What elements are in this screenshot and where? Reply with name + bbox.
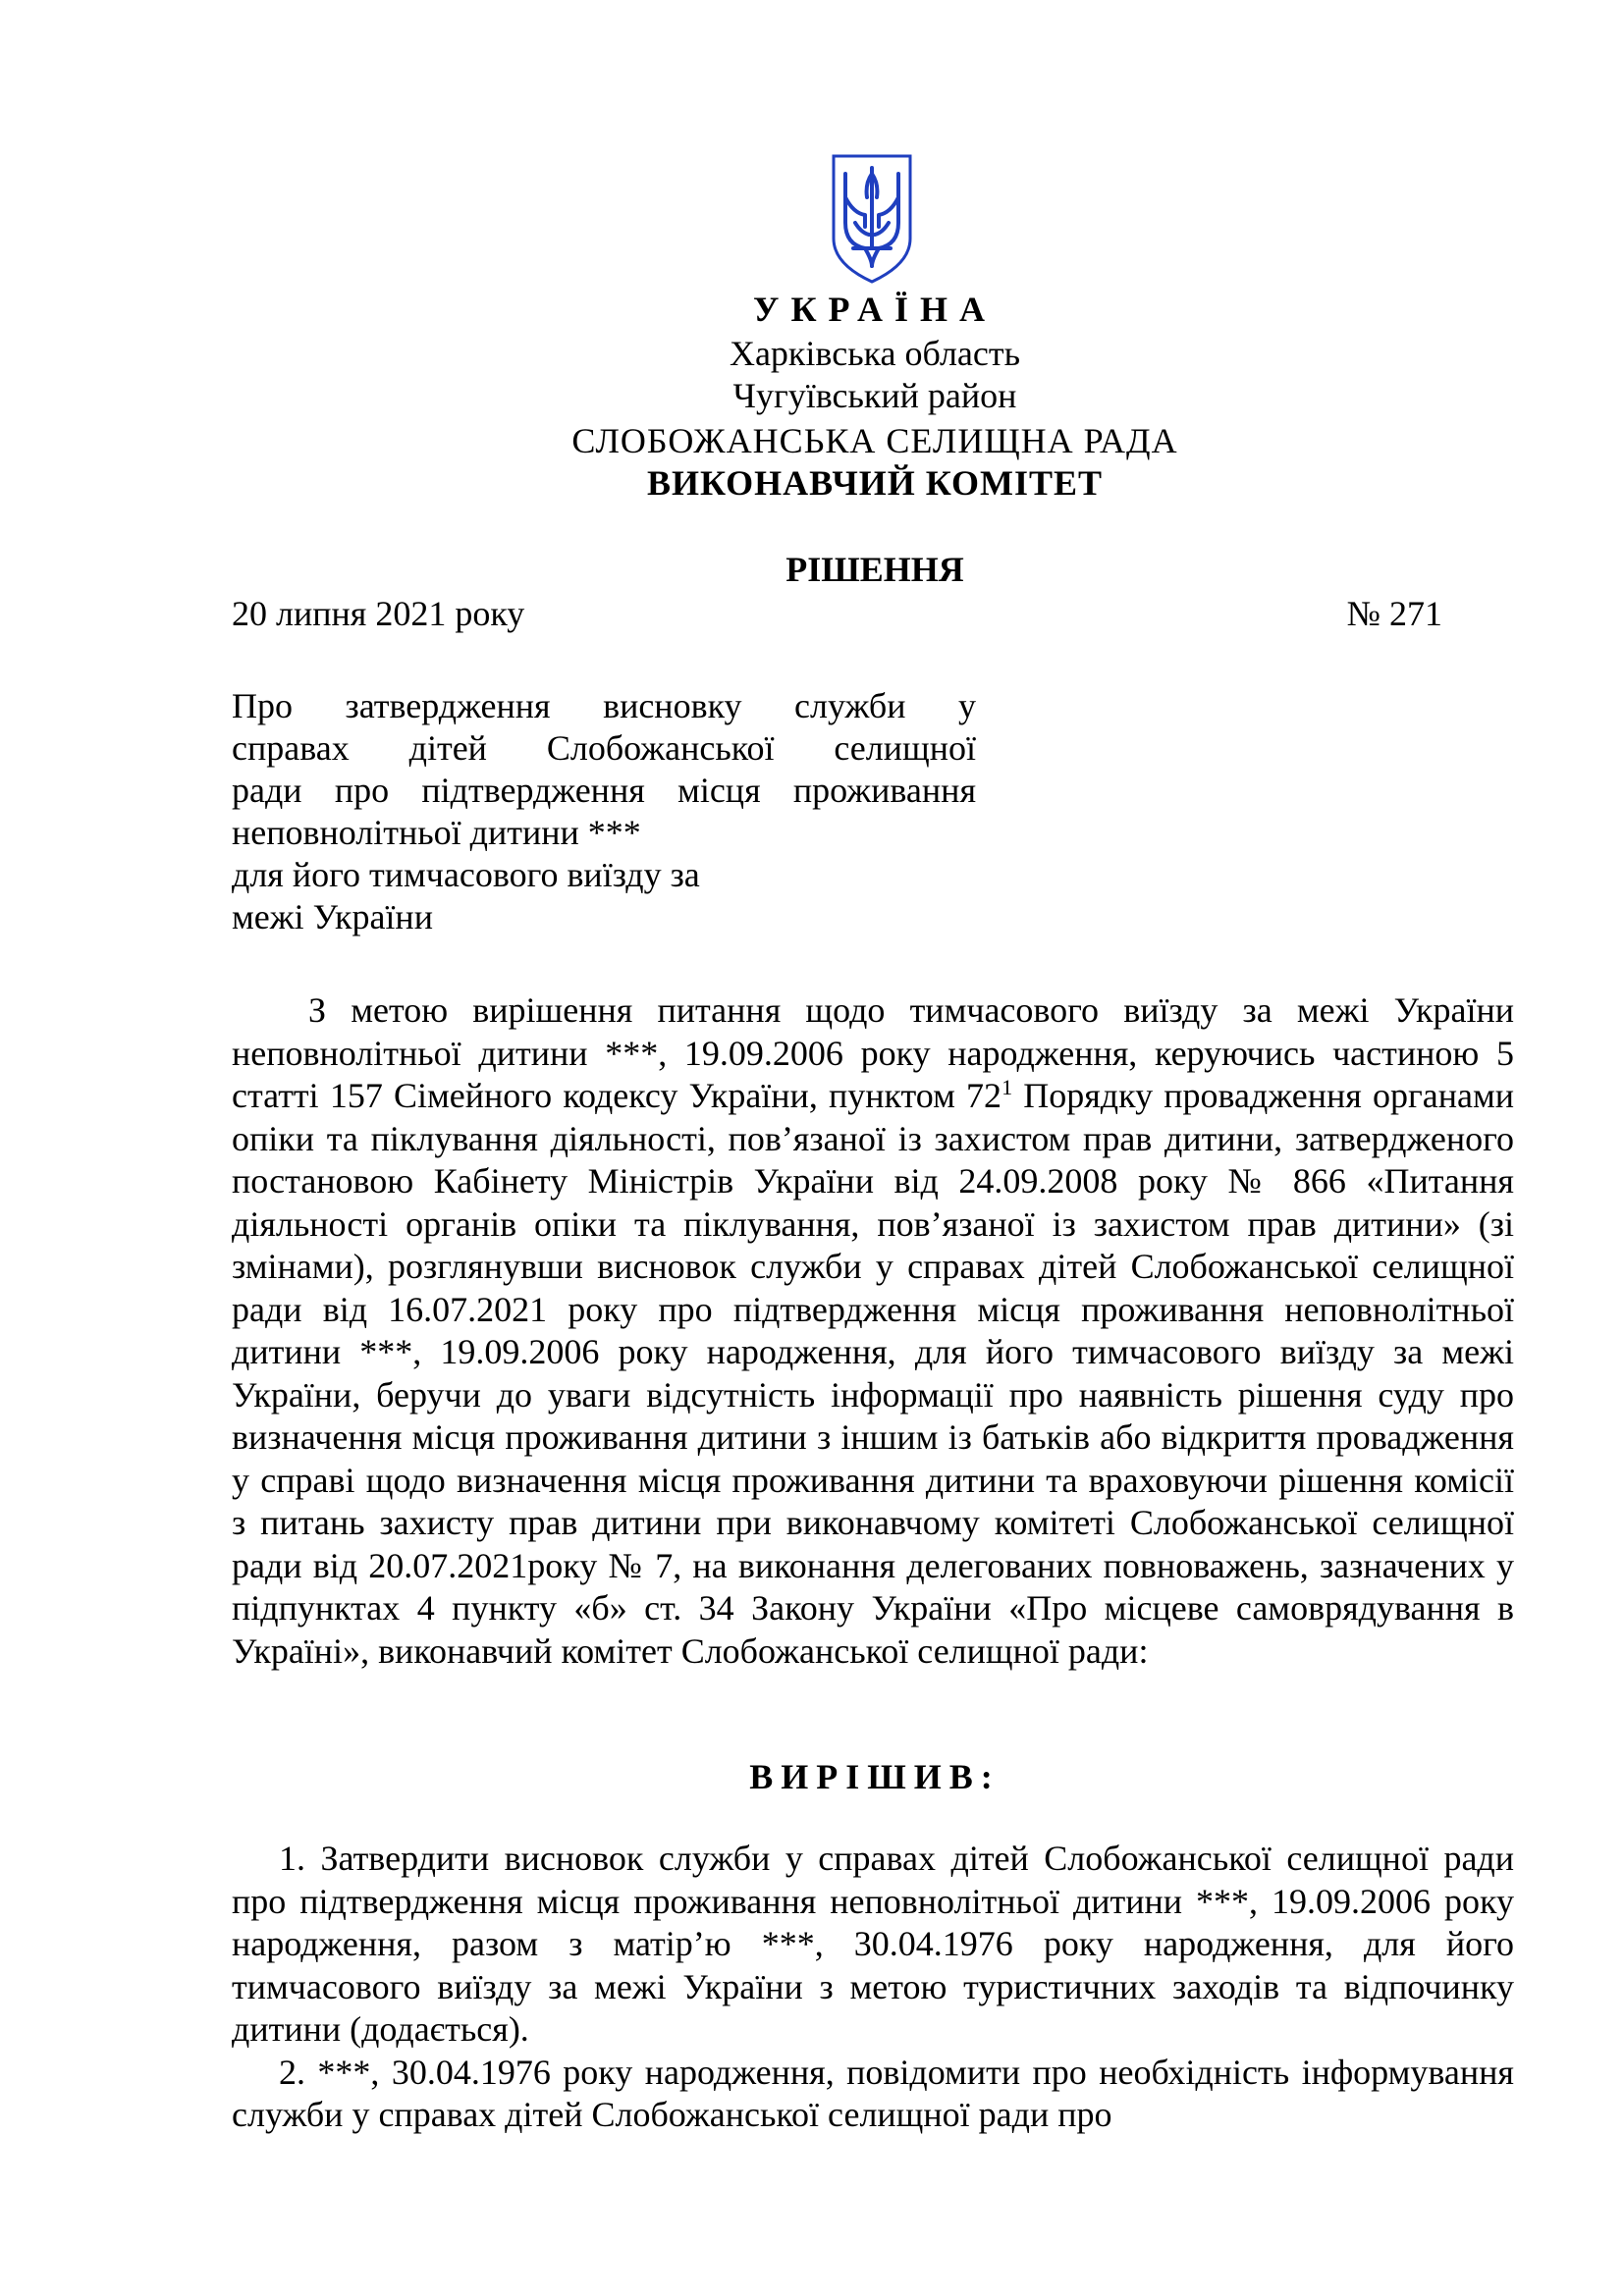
decision-item: 2. ***, 30.04.1976 року народження, повідомити про необхідність інформування служби у справах дітей Слобожанської селищної ради про <box>232 2052 1514 2134</box>
trident-coat-of-arms-icon <box>832 154 912 284</box>
rayon-line: Чугуївський район <box>732 376 1017 415</box>
decision-heading: ВИРІШИВ: <box>749 1757 1001 1796</box>
subject-line: для його тимчасового виїзду за <box>232 855 700 894</box>
council-line: СЛОБОЖАНСЬКА СЕЛИЩНА РАДА <box>571 421 1178 460</box>
subject-line: ради про підтвердження місця проживання <box>232 771 976 810</box>
footnote-superscript: 1 <box>1001 1075 1013 1099</box>
preamble-paragraph <box>232 989 1514 1673</box>
subject-line: Про затвердження висновку служби у <box>232 686 976 725</box>
decision-item: 1. Затвердити висновок служби у справах дітей Слобожанської селищної ради про підтвердження місця проживання неповнолітньої дитини ***, 19.09.2006 року народження, разом з матір’ю ***, 30.04.1976 року народження, для його тимчасового виїзду за межі України з метою туристичних заходів та відпочинку дитини (додається). <box>232 1839 1514 2049</box>
oblast-line: Харківська область <box>729 334 1021 373</box>
subject-line: справах дітей Слобожанської селищної <box>232 728 976 768</box>
preamble-text-part1: З метою вирішення питання щодо тимчасового виїзду за межі України неповнолітньої дитини ***, 19.09.2006 року народження, керуючись частиною 5 статті 157 Сімейного кодексу України, пунктом 72 <box>232 990 1514 1115</box>
subject-block <box>232 685 976 938</box>
subject-line: межі України <box>232 897 433 936</box>
decision-items <box>232 1838 1514 2137</box>
preamble-text-part2: Порядку провадження органами опіки та піклування діяльності, пов’язаної із захистом прав дитини, затвердженого постановою Кабінету Міністрів України від 24.09.2008 року № 866 «Питання діяльності органів опіки та піклування, пов’язаної із захистом прав дитини» (зі змінами), розглянувши висновок служби у справах дітей Слобожанської селищної ради від 16.07.2021 року про підтвердження місця проживання неповнолітньої дитини ***, 19.09.2006 року народження, для його тимчасового виїзду за межі України, беручи до уваги відсутність інформації про наявність рішення суду про визначення місця проживання дитини з іншим із батьків або відкриття провадження у справі щодо визначення місця проживання дитини та враховуючи рішення комісії з питань захисту прав дитини при виконавчому комітеті Слобожанської селищної ради від 20.07.2021року № 7, на виконання делегованих повноважень, зазначених у підпунктах 4 пункту «б» ст. 34 Закону України «Про місцеве самоврядування в Україні», виконавчий комітет Слобожанської селищної ради: <box>232 1076 1514 1671</box>
subject-line: неповнолітньої дитини *** <box>232 813 641 852</box>
country-title: УКРАЇНА <box>753 290 997 329</box>
decision-date: 20 липня 2021 року <box>232 594 525 633</box>
committee-line: ВИКОНАВЧИЙ КОМІТЕТ <box>646 463 1104 503</box>
decision-number: № 271 <box>1346 594 1442 633</box>
document-type-title: РІШЕННЯ <box>785 550 964 589</box>
